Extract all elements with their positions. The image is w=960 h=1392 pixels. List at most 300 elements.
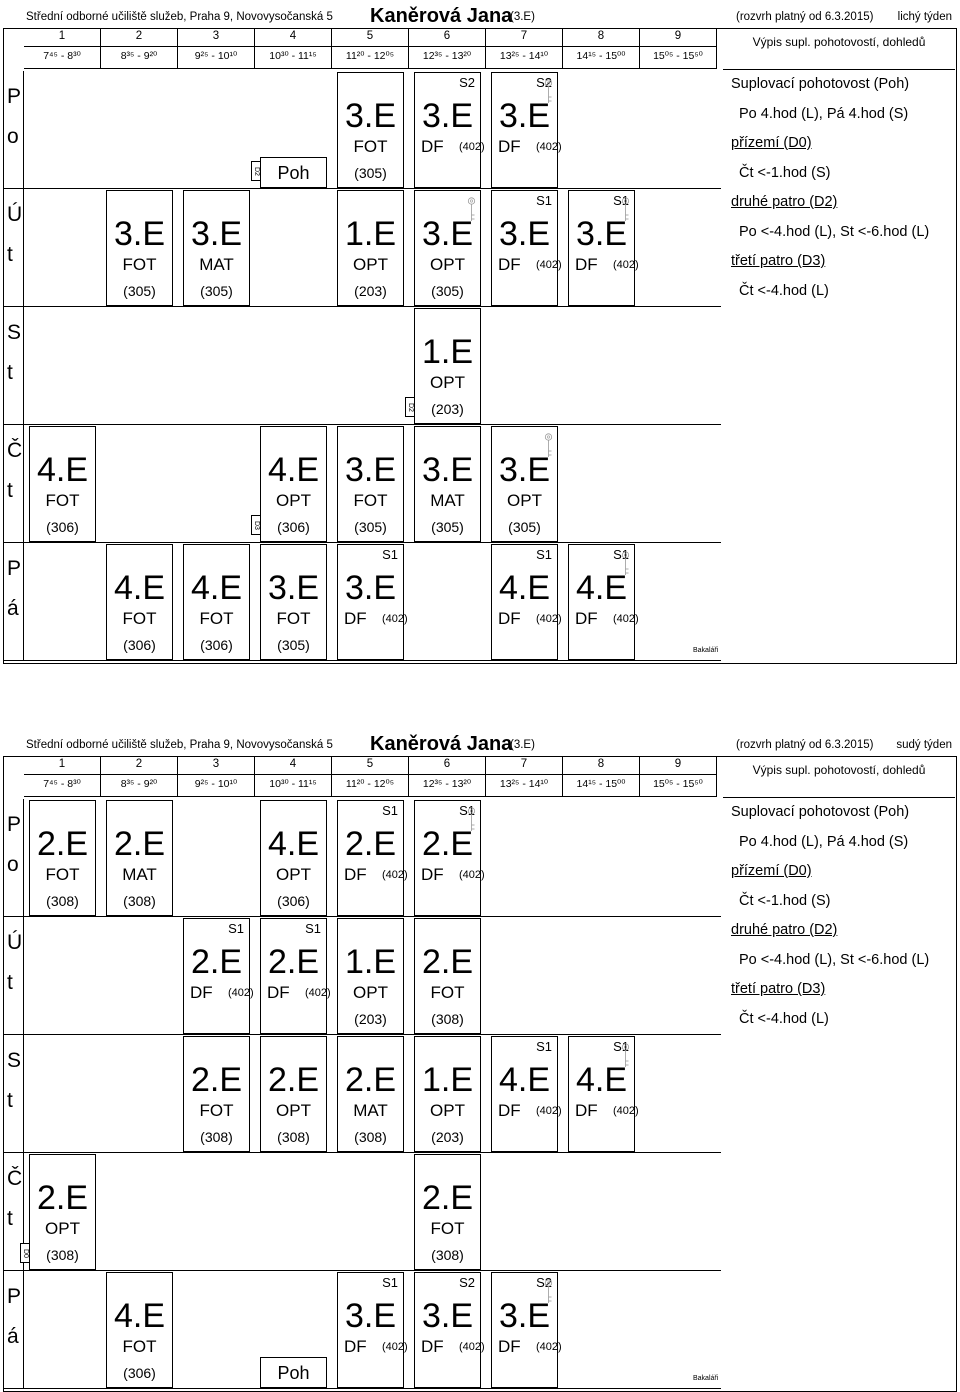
lesson-subject: DF [267, 983, 290, 1002]
lesson-subject: FOT [353, 137, 388, 156]
lesson-class: 3.E [575, 215, 628, 253]
period-header-9 [640, 28, 717, 69]
key-icon [620, 197, 631, 223]
lesson-card[interactable] [106, 544, 173, 660]
day-label-Út [3, 189, 24, 307]
period-number: 9 [640, 30, 716, 47]
supl-duty-card[interactable]: Poh [260, 157, 327, 188]
week-type-label: lichý týden [897, 11, 952, 23]
lesson-room: (402) [459, 869, 485, 881]
lesson-card[interactable] [260, 1036, 327, 1152]
lesson-room: (402) [382, 869, 408, 881]
group-label: S2 [459, 75, 475, 90]
lesson-class: 2.E [190, 943, 243, 981]
lesson-card[interactable] [337, 72, 404, 188]
period-time: 10³⁰ - 11¹⁵ [269, 778, 317, 790]
lesson-room: (305) [431, 519, 464, 535]
suppl-duty-list [731, 76, 929, 312]
lesson-card[interactable] [414, 1154, 481, 1270]
day-label-Po [3, 799, 24, 917]
lesson-room: (308) [431, 1247, 464, 1263]
lesson-subject: DF [421, 865, 444, 884]
period-header-5 [332, 756, 409, 797]
period-time: 10³⁰ - 11¹⁵ [269, 50, 317, 62]
lesson-subject: FOT [122, 1337, 157, 1356]
group-label: S2 [459, 1275, 475, 1290]
validity-note: (rozvrh platný od 6.3.2015) [736, 11, 874, 23]
period-time: 13²⁵ - 14¹⁰ [499, 778, 549, 790]
period-time: 8³⁵ - 9²⁰ [120, 50, 158, 62]
lesson-room: (402) [536, 613, 562, 625]
lesson-subject: FOT [199, 609, 234, 628]
day-letter: t [7, 243, 13, 266]
lesson-subject: FOT [122, 609, 157, 628]
lesson-room: (203) [354, 283, 387, 299]
lesson-room: (402) [382, 613, 408, 625]
lesson-class: 3.E [421, 451, 474, 489]
lesson-class: 3.E [344, 569, 397, 607]
class-code: (3.E) [510, 739, 535, 751]
period-header-2 [101, 756, 178, 797]
period-time: 9²⁵ - 10¹⁰ [194, 778, 238, 790]
lesson-class: 2.E [36, 1179, 89, 1217]
lesson-subject: OPT [430, 1101, 465, 1120]
lesson-room: (305) [123, 283, 156, 299]
lesson-class: 4.E [575, 1061, 628, 1099]
period-number: 8 [563, 30, 639, 47]
period-number: 4 [255, 758, 331, 775]
lesson-class: 2.E [190, 1061, 243, 1099]
lesson-room: (402) [536, 141, 562, 153]
lesson-room: (308) [354, 1129, 387, 1145]
lesson-class: 3.E [498, 215, 551, 253]
lesson-card[interactable] [183, 918, 254, 1034]
lesson-room: (203) [431, 401, 464, 417]
lesson-class: 4.E [498, 1061, 551, 1099]
lesson-card[interactable] [414, 1036, 481, 1152]
day-letter: Č [7, 439, 23, 462]
lesson-class: 3.E [421, 215, 474, 253]
day-label-Po [3, 71, 24, 189]
lesson-class: 3.E [498, 1297, 551, 1335]
lesson-room: (306) [277, 519, 310, 535]
lesson-subject: DF [498, 1101, 521, 1120]
school-name: Střední odborné učiliště služeb, Praha 9, Novovysočanská 5 [26, 739, 333, 751]
lesson-subject: FOT [430, 983, 465, 1002]
day-label-St [3, 1035, 24, 1153]
lesson-room: (402) [459, 1341, 485, 1353]
lesson-class: 3.E [113, 215, 166, 253]
duty-floor-tag: D2 [405, 397, 415, 417]
period-time: 11²⁰ - 12⁰⁵ [345, 778, 395, 790]
lesson-card[interactable] [337, 918, 404, 1034]
lesson-card[interactable] [29, 1154, 96, 1270]
lesson-room: (305) [354, 165, 387, 181]
day-row-St [24, 307, 721, 425]
group-label: S2 [536, 1275, 552, 1290]
lesson-subject: FOT [430, 1219, 465, 1238]
suppl-duty-line: Po 4.hod (L), Pá 4.hod (S) [739, 833, 909, 850]
day-letter: t [7, 971, 13, 994]
day-label-St [3, 307, 24, 425]
lesson-subject: FOT [122, 255, 157, 274]
lesson-card[interactable] [568, 190, 639, 306]
suppl-duty-line: Čt <-1.hod (S) [739, 164, 831, 181]
period-header-row [24, 28, 721, 71]
period-number: 5 [332, 758, 408, 775]
lesson-class: 3.E [498, 451, 551, 489]
lesson-card[interactable] [106, 190, 173, 306]
lesson-card[interactable] [414, 426, 481, 542]
lesson-card[interactable] [491, 544, 562, 660]
period-header-1 [24, 28, 101, 69]
key-icon [543, 79, 554, 105]
group-label: S2 [536, 75, 552, 90]
period-header-row [24, 756, 721, 799]
lesson-room: (305) [200, 283, 233, 299]
lesson-subject: FOT [199, 1101, 234, 1120]
lesson-class: 4.E [113, 569, 166, 607]
period-number: 7 [486, 30, 562, 47]
lesson-room: (305) [354, 519, 387, 535]
lesson-subject: FOT [45, 491, 80, 510]
bakalari-label: Bakaláři [693, 647, 719, 654]
lesson-subject: DF [498, 255, 521, 274]
lesson-class: 3.E [190, 215, 243, 253]
key-icon [543, 1279, 554, 1305]
suppl-duty-line: druhé patro (D2) [731, 922, 838, 938]
period-header-5 [332, 28, 409, 69]
lesson-subject: OPT [430, 373, 465, 392]
period-time: 14¹⁵ - 15⁰⁰ [576, 778, 626, 790]
lesson-class: 4.E [267, 825, 320, 863]
lesson-card[interactable] [337, 800, 408, 916]
group-label: S1 [382, 547, 398, 562]
lesson-room: (402) [613, 259, 639, 271]
timetable-odd-week [3, 0, 957, 664]
suppl-list-title: Výpis supl. pohotovostí, dohledů [723, 30, 955, 70]
lesson-card[interactable] [337, 426, 404, 542]
lesson-card[interactable] [414, 918, 481, 1034]
lesson-card[interactable] [183, 190, 250, 306]
day-letter: Č [7, 1167, 23, 1190]
day-letter: P [7, 813, 22, 836]
lesson-room: (203) [354, 1011, 387, 1027]
lesson-room: (402) [228, 987, 254, 999]
lesson-class: 3.E [421, 97, 474, 135]
lesson-card[interactable] [260, 800, 327, 916]
day-letter: o [7, 853, 19, 876]
day-letter: t [7, 1089, 13, 1112]
lesson-room: (308) [200, 1129, 233, 1145]
lesson-subject: FOT [276, 609, 311, 628]
lesson-class: 2.E [113, 825, 166, 863]
day-letter: Ú [7, 931, 23, 954]
lesson-subject: DF [575, 1101, 598, 1120]
lesson-room: (305) [277, 637, 310, 653]
lesson-class: 3.E [498, 97, 551, 135]
group-label: S1 [536, 193, 552, 208]
lesson-card[interactable] [29, 800, 96, 916]
lesson-subject: DF [498, 609, 521, 628]
lesson-room: (305) [431, 283, 464, 299]
day-letter: P [7, 1285, 22, 1308]
lesson-subject: OPT [45, 1219, 80, 1238]
lesson-card[interactable] [414, 1272, 485, 1388]
day-label-Út [3, 917, 24, 1035]
lesson-class: 2.E [344, 825, 397, 863]
period-time: 7⁴⁵ - 8³⁰ [43, 50, 81, 62]
period-header-8 [563, 756, 640, 797]
suppl-duty-line: Po <-4.hod (L), St <-6.hod (L) [739, 223, 930, 240]
suppl-duty-list [731, 804, 929, 1040]
lesson-subject: OPT [276, 1101, 311, 1120]
lesson-card[interactable] [414, 72, 485, 188]
lesson-room: (306) [277, 893, 310, 909]
key-icon [543, 433, 554, 459]
period-time: 13²⁵ - 14¹⁰ [499, 50, 549, 62]
teacher-name: Kaněrová Jana [370, 5, 513, 27]
group-label: S1 [613, 1039, 629, 1054]
week-type-label: sudý týden [896, 739, 952, 751]
suppl-duty-line: Suplovací pohotovost (Poh) [731, 804, 910, 820]
lesson-subject: DF [498, 137, 521, 156]
day-letter: S [7, 1049, 22, 1072]
lesson-class: 4.E [267, 451, 320, 489]
duty-floor-tag: D3 [251, 515, 261, 535]
lesson-class: 4.E [575, 569, 628, 607]
teacher-name: Kaněrová Jana [370, 733, 513, 755]
period-time: 14¹⁵ - 15⁰⁰ [576, 50, 626, 62]
lesson-class: 4.E [190, 569, 243, 607]
day-label-Čt [3, 425, 24, 543]
group-label: S1 [228, 921, 244, 936]
lesson-subject: DF [421, 137, 444, 156]
day-row-Čt [24, 1153, 721, 1271]
day-label-Pá [3, 543, 24, 661]
period-header-3 [178, 28, 255, 69]
lesson-card[interactable] [106, 800, 173, 916]
lesson-subject: MAT [430, 491, 465, 510]
period-time: 15⁰⁵ - 15⁵⁰ [653, 50, 703, 62]
validity-note: (rozvrh platný od 6.3.2015) [736, 739, 874, 751]
period-header-4 [255, 28, 332, 69]
lesson-class: 2.E [267, 943, 320, 981]
key-icon [466, 197, 477, 223]
period-time: 9²⁵ - 10¹⁰ [194, 50, 238, 62]
lesson-card[interactable] [337, 544, 408, 660]
lesson-card[interactable] [414, 190, 481, 306]
lesson-subject: MAT [199, 255, 234, 274]
period-time: 11²⁰ - 12⁰⁵ [345, 50, 395, 62]
lesson-card[interactable] [491, 1036, 562, 1152]
lesson-class: 2.E [421, 825, 474, 863]
period-number: 1 [24, 30, 100, 47]
lesson-room: (306) [123, 1365, 156, 1381]
lesson-subject: DF [575, 255, 598, 274]
lesson-class: 3.E [344, 97, 397, 135]
period-number: 8 [563, 758, 639, 775]
lesson-room: (305) [508, 519, 541, 535]
suppl-duty-line: třetí patro (D3) [731, 253, 826, 269]
lesson-subject: MAT [353, 1101, 388, 1120]
suppl-list-title: Výpis supl. pohotovostí, dohledů [723, 758, 955, 798]
lesson-subject: DF [498, 1337, 521, 1356]
lesson-class: 3.E [344, 1297, 397, 1335]
suppl-duty-line: Čt <-4.hod (L) [739, 1010, 829, 1027]
suppl-duty-line: přízemí (D0) [731, 863, 812, 879]
lesson-card[interactable] [106, 1272, 173, 1388]
lesson-subject: DF [344, 609, 367, 628]
lesson-room: (402) [536, 1105, 562, 1117]
lesson-card[interactable] [414, 800, 485, 916]
duty-floor-tag: D2 [251, 161, 261, 181]
lesson-room: (402) [613, 1105, 639, 1117]
period-number: 4 [255, 30, 331, 47]
lesson-class: 4.E [36, 451, 89, 489]
lesson-room: (203) [431, 1129, 464, 1145]
lesson-subject: DF [344, 1337, 367, 1356]
group-label: S1 [613, 193, 629, 208]
lesson-card[interactable] [568, 544, 639, 660]
lesson-room: (308) [46, 893, 79, 909]
school-name: Střední odborné učiliště služeb, Praha 9, Novovysočanská 5 [26, 11, 333, 23]
lesson-card[interactable] [491, 190, 562, 306]
duty-floor-tag: D0 [20, 1243, 30, 1263]
group-label: S1 [536, 547, 552, 562]
group-label: S1 [382, 803, 398, 818]
lesson-subject: DF [575, 609, 598, 628]
lesson-class: 2.E [36, 825, 89, 863]
lesson-card[interactable] [491, 426, 558, 542]
group-label: S1 [382, 1275, 398, 1290]
lesson-room: (308) [46, 1247, 79, 1263]
lesson-class: 4.E [113, 1297, 166, 1335]
period-header-7 [486, 756, 563, 797]
lesson-card[interactable] [183, 544, 250, 660]
lesson-class: 1.E [421, 1061, 474, 1099]
lesson-room: (402) [305, 987, 331, 999]
group-label: S1 [459, 803, 475, 818]
period-header-3 [178, 756, 255, 797]
period-header-2 [101, 28, 178, 69]
lesson-card[interactable] [337, 190, 404, 306]
day-letter: t [7, 1207, 13, 1230]
lesson-class: 3.E [267, 569, 320, 607]
period-number: 7 [486, 758, 562, 775]
day-letter: Ú [7, 203, 23, 226]
lesson-class: 2.E [344, 1061, 397, 1099]
lesson-card[interactable] [414, 308, 481, 424]
lesson-room: (402) [536, 259, 562, 271]
day-letter: á [7, 1325, 19, 1348]
group-label: S1 [536, 1039, 552, 1054]
period-time: 12³⁵ - 13²⁰ [422, 778, 472, 790]
group-label: S1 [305, 921, 321, 936]
key-icon [620, 1043, 631, 1069]
lesson-class: 2.E [421, 943, 474, 981]
period-time: 8³⁵ - 9²⁰ [120, 778, 158, 790]
period-number: 5 [332, 30, 408, 47]
lesson-card[interactable] [260, 544, 327, 660]
day-letter: S [7, 321, 22, 344]
lesson-class: 1.E [344, 943, 397, 981]
day-letter: P [7, 557, 22, 580]
period-header-9 [640, 756, 717, 797]
lesson-subject: FOT [353, 491, 388, 510]
lesson-class: 3.E [421, 1297, 474, 1335]
lesson-subject: OPT [276, 865, 311, 884]
suppl-duty-line: Čt <-1.hod (S) [739, 892, 831, 909]
lesson-room: (306) [46, 519, 79, 535]
period-number: 2 [101, 758, 177, 775]
class-code: (3.E) [510, 11, 535, 23]
day-letter: t [7, 479, 13, 502]
period-time: 15⁰⁵ - 15⁵⁰ [653, 778, 703, 790]
lesson-card[interactable] [29, 426, 96, 542]
lesson-subject: OPT [276, 491, 311, 510]
lesson-card[interactable] [260, 426, 327, 542]
lesson-subject: DF [344, 865, 367, 884]
key-icon [620, 551, 631, 577]
lesson-room: (402) [459, 141, 485, 153]
period-header-6 [409, 28, 486, 69]
day-label-Pá [3, 1271, 24, 1389]
lesson-subject: OPT [353, 983, 388, 1002]
period-header-7 [486, 28, 563, 69]
period-header-1 [24, 756, 101, 797]
lesson-room: (402) [382, 1341, 408, 1353]
period-number: 6 [409, 758, 485, 775]
lesson-class: 3.E [344, 451, 397, 489]
bakalari-label: Bakaláři [693, 1375, 719, 1382]
lesson-card[interactable] [260, 918, 331, 1034]
period-header-4 [255, 756, 332, 797]
lesson-card[interactable] [337, 1272, 408, 1388]
suppl-duty-line: Čt <-4.hod (L) [739, 282, 829, 299]
suppl-duty-line: druhé patro (D2) [731, 194, 838, 210]
period-time: 7⁴⁵ - 8³⁰ [43, 778, 81, 790]
lesson-subject: FOT [45, 865, 80, 884]
lesson-subject: DF [190, 983, 213, 1002]
lesson-class: 4.E [498, 569, 551, 607]
supl-duty-card[interactable]: Poh [260, 1357, 327, 1388]
lesson-class: 2.E [267, 1061, 320, 1099]
period-header-8 [563, 28, 640, 69]
lesson-room: (402) [536, 1341, 562, 1353]
lesson-card[interactable] [183, 1036, 250, 1152]
period-time: 12³⁵ - 13²⁰ [422, 50, 472, 62]
day-letter: o [7, 125, 19, 148]
lesson-room: (402) [613, 613, 639, 625]
lesson-card[interactable] [337, 1036, 404, 1152]
period-number: 6 [409, 30, 485, 47]
lesson-card[interactable] [491, 72, 562, 188]
lesson-card[interactable] [568, 1036, 639, 1152]
lesson-card[interactable] [491, 1272, 562, 1388]
suppl-duty-line: Po <-4.hod (L), St <-6.hod (L) [739, 951, 930, 968]
period-number: 9 [640, 758, 716, 775]
suppl-duty-line: přízemí (D0) [731, 135, 812, 151]
lesson-class: 1.E [421, 333, 474, 371]
period-number: 3 [178, 30, 254, 47]
lesson-class: 2.E [421, 1179, 474, 1217]
lesson-subject: MAT [122, 865, 157, 884]
suppl-duty-line: Po 4.hod (L), Pá 4.hod (S) [739, 105, 909, 122]
key-icon [466, 807, 477, 833]
period-number: 2 [101, 30, 177, 47]
timetable-even-week [3, 728, 957, 1392]
